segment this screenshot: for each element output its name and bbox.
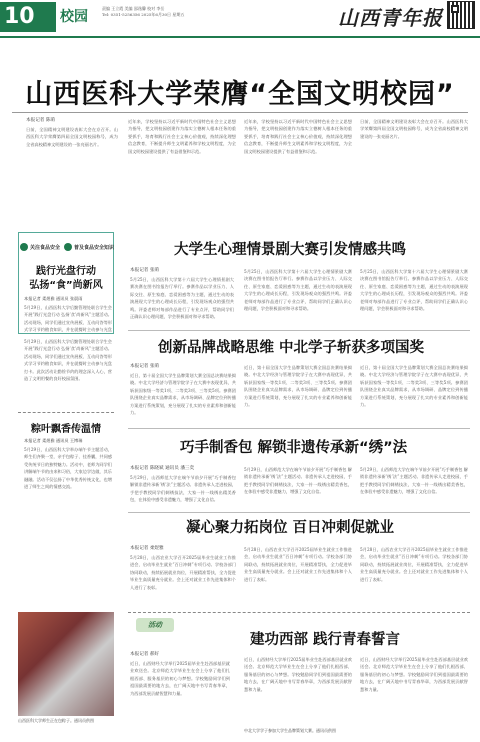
sidebar-story1-byline: 本报记者 柔煜雅 通讯员 张晨雨 [24,296,83,301]
main-byline: 本报记者 陈萌 [26,118,56,123]
section4-rule [128,612,470,613]
section1-text-col2: 5月25日，山西医科大学第十六届大学生心理情景剧大赛决赛在图书馆报告厅举行。参赛作品以学业压力、人际交往、原生家庭、恋爱困惑等为主题，通过生动的表演展现大学生的心理成长历程，引发现场观众的强烈共鸣。评委老师对每部作品进行了专业点评，帮助同学们正确认识心理问题，学会积极面对和寻求帮助。 [244,269,352,312]
masthead-rule [0,36,480,38]
section2-text-col3: 近日，第十届全国大学生品牌策划大赛全国总决赛结果揭晓。中北大学经济与管理学院学子在大赛中表现优异，共斩获国家级一等奖1项、二等奖3项、三等奖5项。参赛团队围绕企业真实品牌需求，从市场调研、品牌定位到传播方案进行系统策划，充分展现了扎实的专业素养和创新能力。 [360,365,468,408]
food-safety-icon [20,243,28,251]
section2-text-col1: 近日，第十届全国大学生品牌策划大赛全国总决赛结果揭晓。中北大学经济与管理学院学子在大赛中表现优异，共斩获国家级一等奖1项、二等奖3项、三等奖5项。参赛团队围绕企业真实品牌需求，从市场调研、品牌定位到传播方案进行系统策划，充分展现了扎实的专业素养和创新能力。 [130,373,236,416]
section3-rule [128,512,470,513]
section2-rule [128,428,470,429]
section3-text-col1: 5月29日，山西师范大学在端午节前夕开展“巧手制香包 解锁非遗传承新‘绣’法”主题活动。非遗传承人走进校园，手把手教授同学们刺绣技法，大家一针一线绣出精美香包，在体验中感受非遗魅力，增强了文化自信。 [130,475,236,503]
section1-text-col3: 5月25日，山西医科大学第十六届大学生心理情景剧大赛决赛在图书馆报告厅举行。参赛作品以学业压力、人际交往、原生家庭、恋爱困惑等为主题，通过生动的表演展现大学生的心理成长历程，引发现场观众的强烈共鸣。评委老师对每部作品进行了专业点评，帮助同学们正确认识心理问题，学会积极面对和寻求帮助。 [360,269,468,312]
section2-title: 创新品牌战略思维 中北学子斩获多项国奖 [158,340,425,356]
sidebar-story1-title-line1: 践行光盘行动 [36,266,96,277]
section2-text-col2: 近日，第十届全国大学生品牌策划大赛全国总决赛结果揭晓。中北大学经济与管理学院学子在大赛中表现优异，共斩获国家级一等奖1项、二等奖3项、三等奖5项。参赛团队围绕企业真实品牌需求，从市场调研、品牌定位到传播方案进行系统策划，充分展现了扎实的专业素养和创新能力。 [244,365,352,408]
sidebar-story1-title-line2: 弘扬“食”尚新风 [29,280,103,291]
main-paragraph-1: 日前，全国精神文明建设表彰大会在京召开。山西医科大学荣膺第四届全国文明校园称号，成为全省高校精神文明建设的一张亮丽名片。 [26,127,118,147]
main-paragraph-2c: 日前，全国精神文明建设表彰大会在京召开。山西医科大学荣膺第四届全国文明校园称号，成为全省高校精神文明建设的一张亮丽名片。 [360,119,468,139]
bottom-caption: 中北大学学子参加大学生品牌策划大赛。通讯员供图 [244,728,336,733]
main-paragraph-2: 近年来，学校坚持以习近平新时代中国特色社会主义思想为指导，把文明校园创建作为落实立德树人根本任务的重要抓手，培育和践行社会主义核心价值观，持续深化理想信念教育，不断提升师生文明素养和学校文明程度，为全国文明校园建设提供了有益借鉴和示范。 [128,119,236,154]
sidebar-story1-text-a: 5月29日，山西医科大学后勤管理处联合学生会开展“践行光盘行动 弘扬‘食’尚新风”主题活动。活动现场，同学们通过宣传展板、互动问答等形式学习节约粮食知识，并在就餐时主动参与光盘 [24,305,112,332]
section4-text-col3: 5月28日，山西农业大学召开2025届毕业生就业工作推进会，启动毕业生就业“百日冲刺”专项行动。学校各部门协同联动，持续拓展就业岗位，开展精准帮扶，全力促进毕业生高质量充分就业。会上还对就业工作先进集体和个人进行了表彰。 [360,547,468,582]
section3-title: 巧手制香包 解锁非遗传承新“绣”法 [180,440,408,456]
section3-text-col3: 5月29日，山西师范大学在端午节前夕开展“巧手制香包 解锁非遗传承新‘绣’法”主题活动。非遗传承人走进校园，手把手教授同学们刺绣技法，大家一针一线绣出精美香包，在体验中感受非遗魅力，增强了文化自信。 [360,467,468,495]
section3-byline: 本报记者 陈晓斌 通讯员 潘三奕 [130,466,195,471]
dumpling-photo [18,612,114,716]
tag-food-knowledge: 普及食品安全知识 [74,245,115,251]
paper-logo: 山西青年报 [338,6,443,30]
qr-code-icon [448,2,474,28]
activity-stamp: 活动 [136,618,174,632]
page-number-badge: 10 [0,2,56,32]
section4-text-col1: 5月28日，山西农业大学召开2025届毕业生就业工作推进会，启动毕业生就业“百日冲刺”专项行动。学校各部门协同联动，持续拓展就业岗位，开展精准帮扶，全力促进毕业生高质量充分就业。会上还对就业工作先进集体和个人进行了表彰。 [130,555,236,590]
sidebar-divider [18,412,114,413]
main-paragraph-2b: 近年来，学校坚持以习近平新时代中国特色社会主义思想为指导，把文明校园创建作为落实立德树人根本任务的重要抓手，培育和践行社会主义核心价值观，持续深化理想信念教育，不断提升师生文明素养和学校文明程度，为全国文明校园建设提供了有益借鉴和示范。 [244,119,352,154]
contact-line: Tel: 0351-5256356 2025年6月30日 星期五 [102,12,185,17]
main-headline: 山西医科大学荣膺“全国文明校园” [25,79,455,110]
section5-text-col1: 近日，山西财经大学举行2025届毕业生赴西部基层就业欢送会。北京师范大学毕业生在会上分享了他们扎根西部、服务基层的初心与梦想。学校勉励同学们到祖国最需要的地方去，在广阔天地中书写青春华章，为西部发展贡献智慧和力量。 [130,661,230,696]
section4-title: 凝心聚力拓岗位 百日冲刺促就业 [186,520,395,536]
tag-food-safety: 关注食品安全 [30,245,61,251]
section5-title: 建功西部 践行青春誓言 [250,632,401,648]
section4-text-col2: 5月28日，山西农业大学召开2025届毕业生就业工作推进会，启动毕业生就业“百日冲刺”专项行动。学校各部门协同联动，持续拓展就业岗位，开展精准帮扶，全力促进毕业生高质量充分就业。会上还对就业工作先进集体和个人进行了表彰。 [244,547,352,582]
sidebar-story1-text: 5月29日，山西医科大学后勤管理处联合学生会开展“践行光盘行动 弘扬‘食’尚新风”主题活动。活动现场，同学们通过宣传展板、互动问答等形式学习节约粮食知识，并在就餐时主动参与光盘打卡。此次活动让勤俭节约的理念深入人心，营造了文明用餐的良好校园氛围。 [24,339,112,382]
section1-text-col1: 5月25日，山西医科大学第十六届大学生心理情景剧大赛决赛在图书馆报告厅举行。参赛作品以学业压力、人际交往、原生家庭、恋爱困惑等为主题，通过生动的表演展现大学生的心理成长历程，引发现场观众的强烈共鸣。评委老师对每部作品进行了专业点评，帮助同学们正确认识心理问题，学会积极面对和寻求帮助。 [130,277,234,320]
section4-byline: 本报记者 柔煜雅 [130,546,164,551]
sidebar-story2-byline: 本报记者 柔煜雅 通讯员 王博瑞 [24,438,83,443]
sidebar-story2-text: 5月29日，山西医科大学举办端午节主题活动，师生们齐聚一堂，亲手包粽子、挂香囊，共同感受传统节日的独特魅力。活动中，老师为同学们讲解端午节的由来和习俗，大家边学边做，其乐融融。活动不仅弘扬了中华优秀传统文化，也增进了师生之间的情感交流。 [24,447,112,490]
sidebar-story2-title: 粽叶飘香传温情 [31,424,101,435]
masthead-info [88,6,328,18]
section3-text-col2: 5月29日，山西师范大学在端午节前夕开展“巧手制香包 解锁非遗传承新‘绣’法”主题活动。非遗传承人走进校园，手把手教授同学们刺绣技法，大家一针一线绣出精美香包，在体验中感受非遗魅力，增强了文化自信。 [244,467,352,495]
section2-byline: 本报记者 张萌 [130,364,160,369]
section1-title: 大学生心理情景剧大赛引发情感共鸣 [174,242,406,258]
editor-line: 责编 王立霞 美编 邵逸馨 校对 李岳 [102,6,165,11]
section-name: 校园 [60,9,88,25]
headline-rule [12,112,468,113]
section5-byline: 本报记者 郝好 [130,652,160,657]
sidebar-photo-caption: 山西医科大学师生正在包粽子。通讯员供图 [18,718,94,723]
section5-text-col3: 近日，山西财经大学举行2025届毕业生赴西部基层就业欢送会。北京师范大学毕业生在会上分享了他们扎根西部、服务基层的初心与梦想。学校勉励同学们到祖国最需要的地方去，在广阔天地中书写青春华章，为西部发展贡献智慧和力量。 [360,657,468,692]
section1-rule [128,330,470,331]
section5-text-col2: 近日，山西财经大学举行2025届毕业生赴西部基层就业欢送会。北京师范大学毕业生在会上分享了他们扎根西部、服务基层的初心与梦想。学校勉励同学们到祖国最需要的地方去，在广阔天地中书写青春华章，为西部发展贡献智慧和力量。 [244,657,352,692]
knowledge-icon [64,243,72,251]
section1-byline: 本报记者 张萌 [130,268,160,273]
